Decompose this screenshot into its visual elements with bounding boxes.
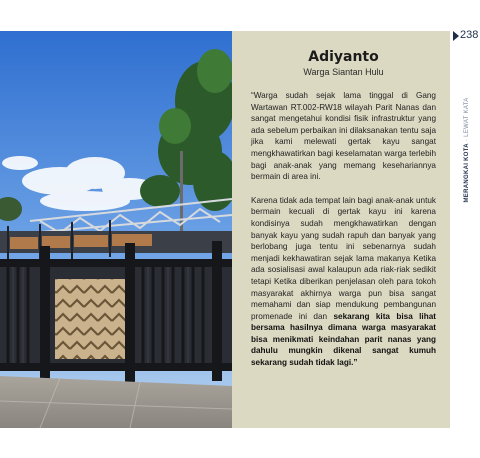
- quote-paragraph-2-text: Karena tidak ada tempat lain bagi anak-anak untuk bermain kecuali di gertak kayu ini karena kondisinya sudah mengkhawatirkan dengan banyak kayu yang sudah rapuh dan banyak yang berlobang juga tentu ini sebenarnya sudah menjadi kekhawatiran sejak lama makanya Ketika ada sosialisasi awal kalaupun ada riak-riak sedikit tetapi Ketika diberikan penjelasan oleh para tokoh masyarakat akhirnya warga pun bisa sangat memahami dan siap mendukung pembangunan promenade ini dan: [251, 195, 436, 321]
- running-header-strong: MERANGKAI KOTA: [464, 143, 470, 203]
- quote-paragraph-2-emphasis: sekarang kita bisa lihat bersama hasilnya dimana warga masyarakat bisa menikmati keindahan parit nanas yang dahulu mungkin dikenal sangat kumuh sekarang sudah tidak lagi.”: [251, 311, 436, 368]
- page-number: 238: [460, 29, 479, 41]
- promenade-photo: [0, 31, 232, 428]
- testimony-panel: [232, 31, 450, 428]
- running-header-light: · LEWAT KATA: [464, 97, 470, 144]
- person-name: Adiyanto: [308, 49, 379, 65]
- quote-paragraph-1: “Warga sudah sejak lama tinggal di Gang Wartawan RT.002-RW18 wilayah Parit Nanas dan sangat mengetahui kondisi fisik infrastruktur yang ada sebelum perbaikan ini dilaksanakan tentu saja jika kami melewati gertak kayu sangat mengkhawatirkan bagi keselamatan warga terlebih bagi anak-anak yang memang kesehariannya bermain di area ini.: [251, 91, 436, 182]
- quote-paragraph-2: [251, 195, 436, 369]
- page-marker-arrow-icon: [453, 31, 459, 41]
- person-role: Warga Siantan Hulu: [303, 67, 384, 77]
- running-header-label: [464, 98, 470, 203]
